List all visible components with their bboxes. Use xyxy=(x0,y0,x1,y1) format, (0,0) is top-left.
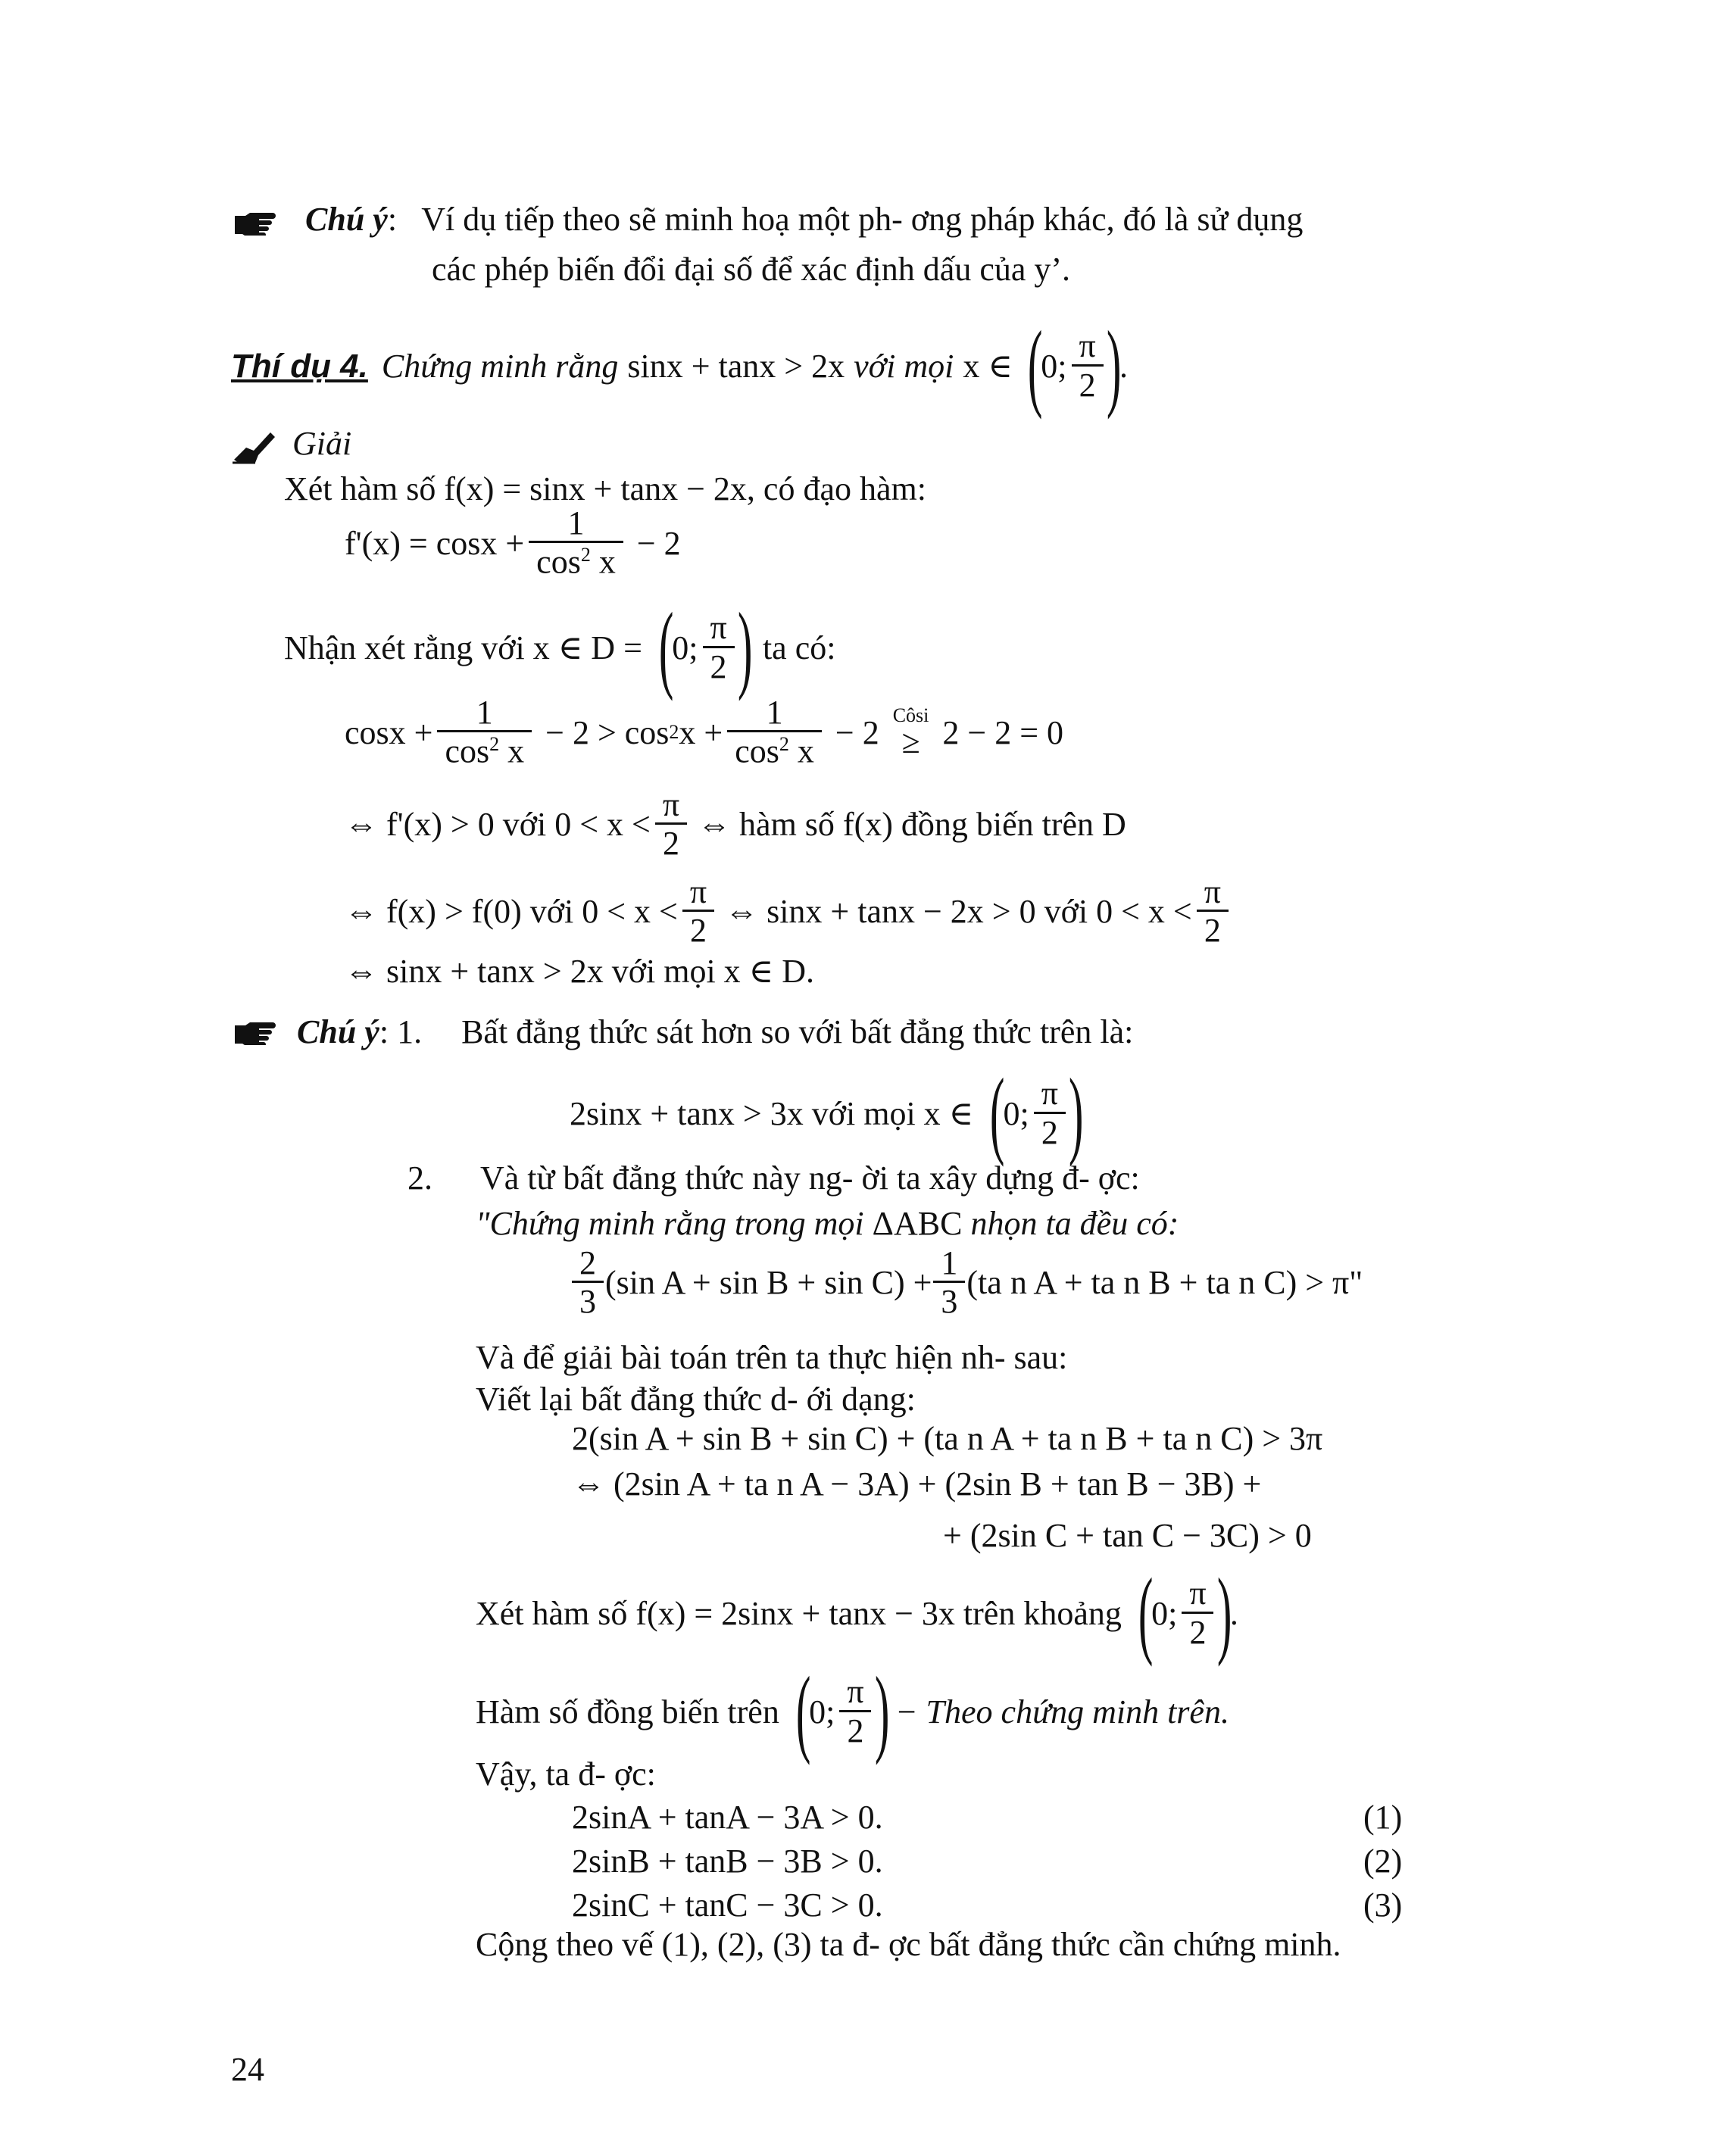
note2-label: Chú ý xyxy=(297,1013,379,1050)
tighter-inequality: 2sinx + tanx > 3x với mọi x ∈ ( 0; $\frac{\pi}{2}$ ) xyxy=(570,1059,1084,1168)
example-text-b: sinx + tanx > 2x xyxy=(627,347,845,385)
note1-text-2: các phép biến đổi đại số để xác định dấu của y’. xyxy=(432,251,1071,288)
equivalent-form-1: ⇔ (2sin A + ta n A − 3A) + (2sin B + tan B − 3B) + xyxy=(572,1465,1262,1503)
note2-line3: "Chứng minh rằng trong mọi ΔABC nhọn ta đều có: xyxy=(476,1205,1179,1242)
note2-line2: 2. Và từ bất đẳng thức này ng- ời ta xây dựng đ- ợc: xyxy=(407,1159,1140,1197)
interval-left: 0; xyxy=(1041,347,1067,385)
page-number: 24 xyxy=(231,2051,264,2088)
result-1-label: (1) xyxy=(1363,1799,1403,1836)
result-3: 2sinC + tanC − 3C > 0. xyxy=(572,1886,883,1924)
example-text-c: với mọi xyxy=(854,347,954,385)
note2-line5: Viết lại bất đẳng thức d- ới dạng: xyxy=(476,1381,916,1418)
result-3-label: (3) xyxy=(1363,1886,1403,1924)
increasing-line: Hàm số đồng biến trên ( 0; $\frac{\pi}{2}$ ) − Theo chứng minh trên. xyxy=(476,1657,1229,1766)
example-statement: Thí dụ 4. Chứng minh rằng sinx + tanx > 2x với mọi x ∈ ( 0; $\frac{\pi}{2}$ ) . xyxy=(231,311,1128,420)
pointing-hand-icon xyxy=(233,1019,280,1045)
solution-line-6: ⇔ f(x) > f(0) với 0 < x < $\frac{\pi}{2}$ ⇔ sinx + tanx − 2x > 0 với 0 < x < $\frac{\pi}{2}$ xyxy=(345,875,1233,948)
derivative-line: f'(x) = cosx + $\frac{1}{\cos^2 x}$ − 2 xyxy=(345,504,681,581)
solution-heading xyxy=(231,423,351,464)
result-1: 2sinA + tanA − 3A > 0. xyxy=(572,1799,883,1836)
conclusion: Cộng theo vế (1), (2), (3) ta đ- ợc bất đẳng thức cần chứng minh. xyxy=(476,1926,1341,1963)
pi-over-2: $\frac{\pi}{2}$ xyxy=(1071,329,1103,402)
inequality-cosi-line: cosx + $\frac{1}{\cos^2 x}$ − 2 > cos 2 x + $\frac{1}{\cos^2 x}$ − 2 Côsi ≥ 2 − 2 = 0 xyxy=(345,694,1064,770)
note2-line4: Và để giải bài toán trên ta thực hiện nh- sau: xyxy=(476,1339,1068,1376)
example-text-a: Chứng minh rằng xyxy=(381,347,619,385)
pointing-hand-icon xyxy=(233,210,280,236)
derivative-text: f'(x) = cosx + xyxy=(345,524,525,562)
solution-line-7: ⇔ sinx + tanx > 2x với mọi x ∈ D. xyxy=(345,953,815,990)
consider-function-line: Xét hàm số f(x) = 2sinx + tanx − 3x trên khoảng ( 0; $\frac{\pi}{2}$ ) . xyxy=(476,1559,1238,1668)
writing-hand-icon xyxy=(231,429,276,464)
rewritten-inequality: 2(sin A + sin B + sin C) + (ta n A + ta n B + ta n C) > 3π xyxy=(572,1420,1323,1457)
solution-label: Giải xyxy=(292,425,352,462)
triangle-inequality: $\frac{2}{3}$ (sin A + sin B + sin C) + $\frac{1}{3}$ (ta n A + ta n B + ta n C) > π" xyxy=(572,1246,1363,1319)
note1-text-1: Ví dụ tiếp theo sẽ minh hoạ một ph- ơng pháp khác, đó là sử dụng xyxy=(421,201,1304,238)
result-2: 2sinB + tanB − 3B > 0. xyxy=(572,1843,883,1880)
equivalent-form-2: + (2sin C + tan C − 3C) > 0 xyxy=(943,1517,1312,1554)
solution-line-5: ⇔ f'(x) > 0 với 0 < x < $\frac{\pi}{2}$ ⇔ hàm số f(x) đồng biến trên D xyxy=(345,786,1126,863)
domain-line: Nhận xét rằng với x ∈ D = ( 0; $\frac{\pi}{2}$ ) ta có: xyxy=(284,593,836,702)
thus-line: Vậy, ta đ- ợc: xyxy=(476,1755,656,1793)
example-tag: Thí dụ 4. xyxy=(231,347,368,385)
solution-line-1: Xét hàm số f(x) = sinx + tanx − 2x, có đạo hàm: xyxy=(284,470,926,507)
result-2-label: (2) xyxy=(1363,1843,1403,1880)
note1-line1: Chú ý: Ví dụ tiếp theo sẽ minh hoạ một ph- ơng pháp khác, đó là sử dụng xyxy=(233,198,1303,240)
note2-line1: Chú ý : 1. Bất đẳng thức sát hơn so với bất đẳng thức trên là: xyxy=(233,1011,1133,1053)
example-text-d: x ∈ xyxy=(963,347,1013,385)
note1-label: Chú ý xyxy=(305,201,388,238)
